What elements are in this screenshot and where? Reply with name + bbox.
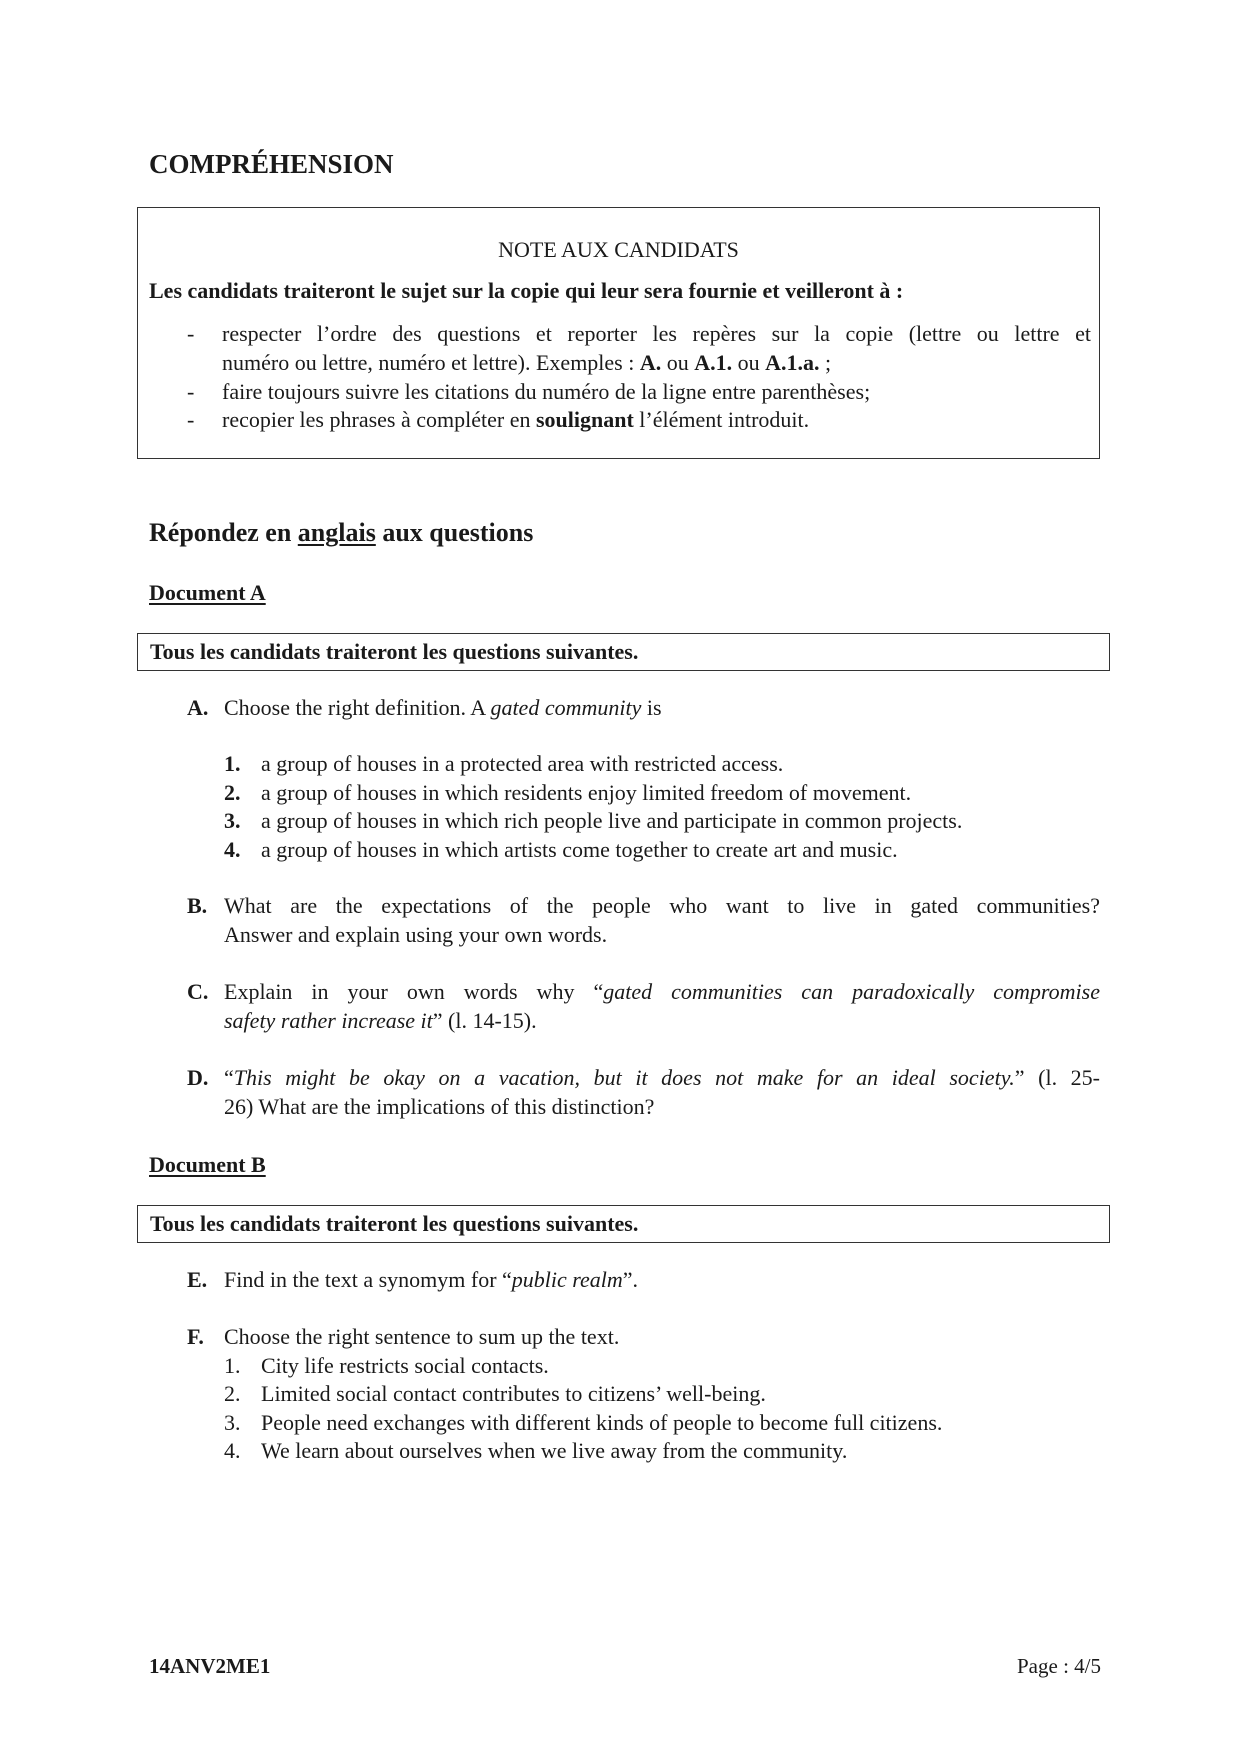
question-label: B. xyxy=(187,893,208,918)
option-text: People need exchanges with different kinds of people to become full citizens. xyxy=(261,1410,943,1435)
question-label: A. xyxy=(187,695,209,720)
option-text: a group of houses in which rich people live and participate in common projects. xyxy=(261,808,963,833)
question-b-line-1: What are the expectations of the people who want to live in gated communities? xyxy=(224,893,1100,918)
note-intro: Les candidats traiteront le sujet sur la copie qui leur sera fournie et veilleront à : xyxy=(149,278,904,303)
option-text: We learn about ourselves when we live away from the community. xyxy=(261,1438,848,1463)
option-text: Limited social contact contributes to citizens’ well-being. xyxy=(261,1381,766,1406)
bullet-dash: - xyxy=(187,379,195,404)
note-bullet-2: faire toujours suivre les citations du numéro de la ligne entre parenthèses; xyxy=(222,379,871,404)
question-label: C. xyxy=(187,979,209,1004)
option-number: 3. xyxy=(224,1410,241,1435)
footer-code: 14ANV2ME1 xyxy=(149,1654,271,1678)
question-d-line-2: 26) What are the implications of this distinction? xyxy=(224,1094,655,1119)
option-text: a group of houses in a protected area with restricted access. xyxy=(261,751,784,776)
option-number: 2. xyxy=(224,780,241,805)
question-c-line-1: Explain in your own words why “gated communities can paradoxically compromise xyxy=(224,979,1100,1004)
option-number: 1. xyxy=(224,751,241,776)
question-c-line-2: safety rather increase it” (l. 14-15). xyxy=(224,1008,537,1033)
question-d-line-1: “This might be okay on a vacation, but it does not make for an ideal society.” (l. 25- xyxy=(224,1065,1101,1090)
option-number: 4. xyxy=(224,1438,241,1463)
question-e-text: Find in the text a synomym for “public realm”. xyxy=(224,1267,639,1292)
note-bullet-1-line-2: numéro ou lettre, numéro et lettre). Exemples : A. ou A.1. ou A.1.a. ; xyxy=(222,350,832,375)
option-number: 3. xyxy=(224,808,241,833)
question-label: F. xyxy=(187,1324,204,1349)
question-b-line-2: Answer and explain using your own words. xyxy=(224,922,608,947)
document-b-banner: Tous les candidats traiteront les questions suivantes. xyxy=(137,1205,1110,1243)
instruction-heading: Répondez en anglais aux questions xyxy=(149,518,534,547)
question-label: E. xyxy=(187,1267,208,1292)
bullet-dash: - xyxy=(187,321,195,346)
option-text: a group of houses in which artists come together to create art and music. xyxy=(261,837,898,862)
option-number: 4. xyxy=(224,837,241,862)
page-title: COMPRÉHENSION xyxy=(149,149,394,179)
option-number: 1. xyxy=(224,1353,241,1378)
note-bullet-1-line-1: respecter l’ordre des questions et reporter les repères sur la copie (lettre ou lettre et xyxy=(222,321,1091,346)
question-label: D. xyxy=(187,1065,209,1090)
document-a-heading: Document A xyxy=(149,580,266,605)
bullet-dash: - xyxy=(187,407,195,432)
document-b-heading: Document B xyxy=(149,1152,266,1177)
option-text: a group of houses in which residents enjoy limited freedom of movement. xyxy=(261,780,912,805)
option-number: 2. xyxy=(224,1381,241,1406)
page-number: Page : 4/5 xyxy=(1017,1654,1101,1678)
note-heading: NOTE AUX CANDIDATS xyxy=(498,237,739,262)
document-a-banner: Tous les candidats traiteront les questions suivantes. xyxy=(137,633,1110,671)
note-bullet-3: recopier les phrases à compléter en soulignant l’élément introduit. xyxy=(222,407,810,432)
question-a-text: Choose the right definition. A gated community is xyxy=(224,695,662,720)
question-f-text: Choose the right sentence to sum up the text. xyxy=(224,1324,620,1349)
option-text: City life restricts social contacts. xyxy=(261,1353,549,1378)
